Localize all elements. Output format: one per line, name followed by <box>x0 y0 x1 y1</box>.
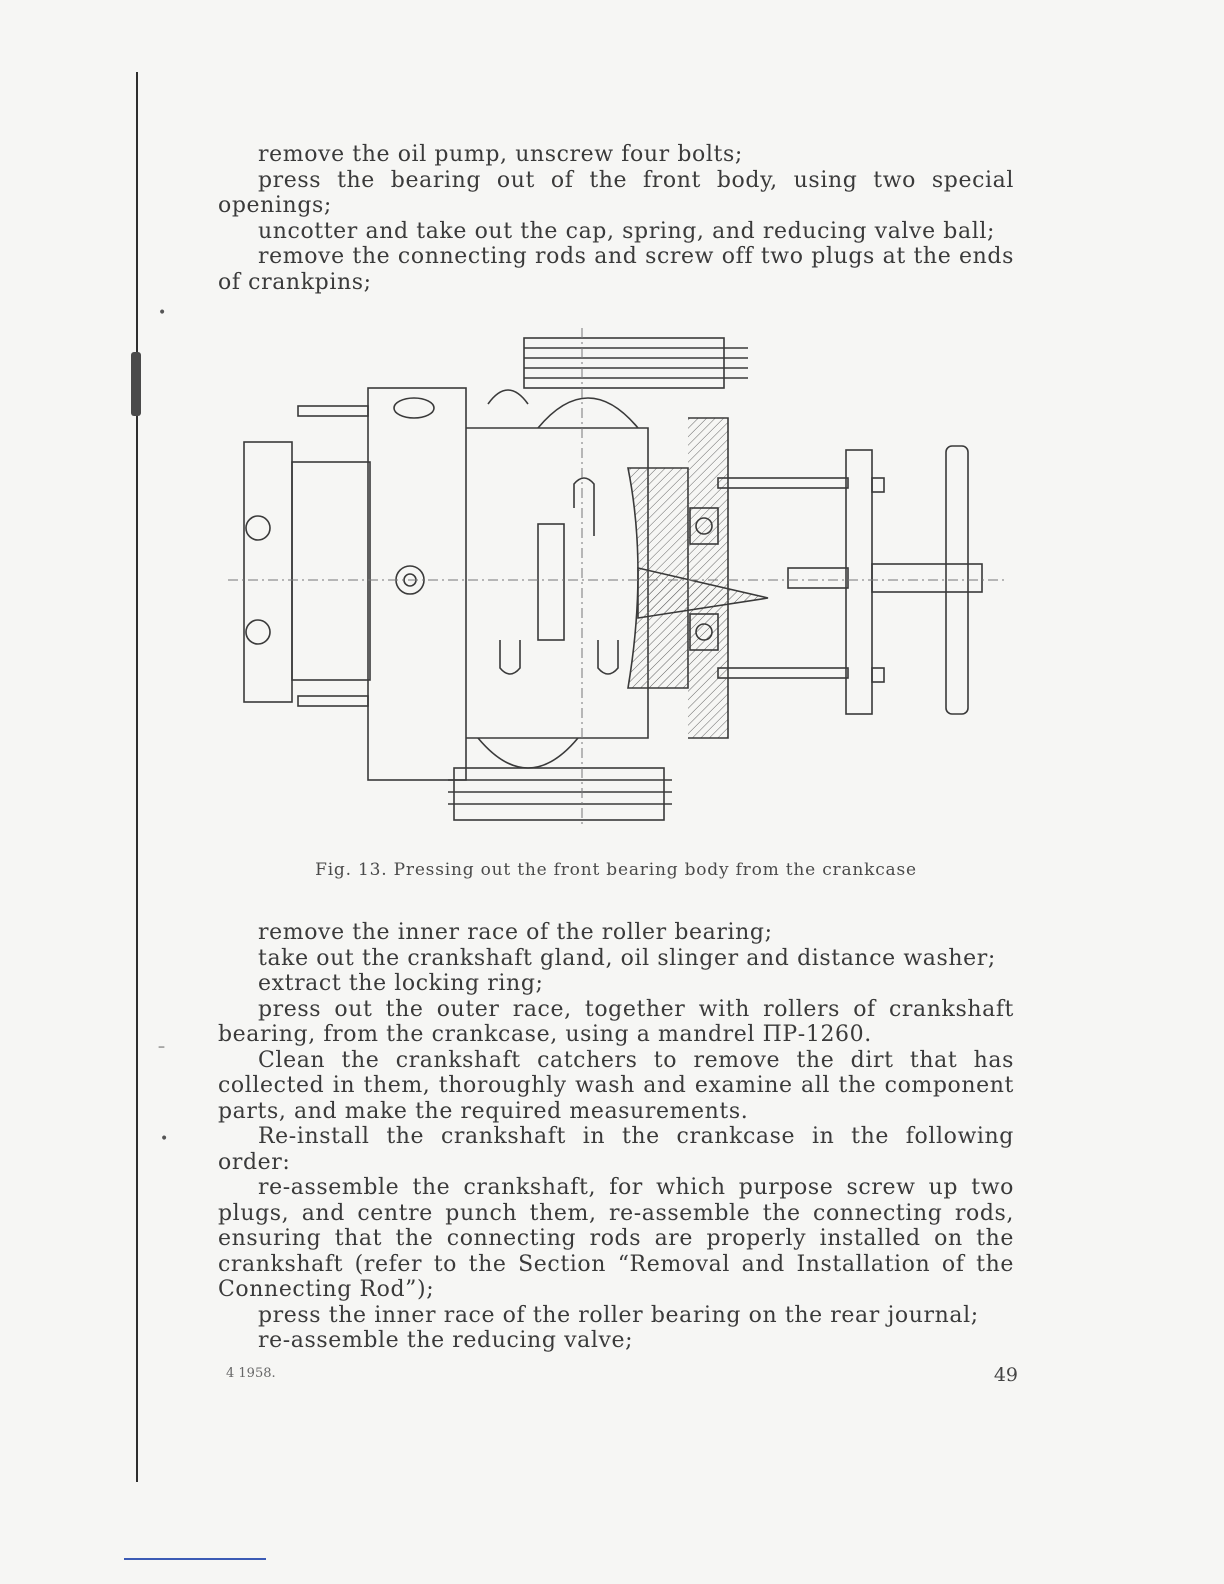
crankcase-body <box>466 428 648 738</box>
oil-cap <box>488 390 528 404</box>
footer-signature: 4 1958. <box>226 1366 276 1381</box>
paragraph: remove the inner race of the roller bearing; <box>258 920 773 945</box>
paragraph: re-assemble the reducing valve; <box>258 1328 634 1353</box>
connecting-rod <box>538 524 564 640</box>
top-text-block <box>218 142 1014 295</box>
rear-flange <box>292 462 370 680</box>
paragraph: remove the oil pump, unscrew four bolts; <box>258 142 743 167</box>
puller-rod <box>718 668 848 678</box>
stud-bolt <box>298 696 368 706</box>
front-bearing-housing <box>688 418 728 738</box>
crankcase-front-plate <box>368 388 466 780</box>
page-number: 49 <box>993 1364 1018 1386</box>
crank-pin <box>500 640 520 674</box>
binding-mark <box>131 352 141 416</box>
scan-speck: • <box>160 1131 169 1147</box>
crank-pin <box>598 640 618 674</box>
paragraph: remove the connecting rods and screw off two plugs at the ends of crankpins; <box>218 244 1014 295</box>
oil-port <box>394 398 434 418</box>
mandrel-tip <box>788 568 848 588</box>
piston-top <box>538 398 638 428</box>
rear-cover <box>244 442 292 702</box>
nut <box>872 478 884 492</box>
puller-plate <box>846 450 872 714</box>
scan-speck: – <box>158 1039 165 1055</box>
paragraph: press the bearing out of the front body, using two special openings; <box>218 167 1014 218</box>
cylinder-top <box>524 338 724 388</box>
stud-bolt <box>298 406 368 416</box>
paragraph: uncotter and take out the cap, spring, and reducing valve ball; <box>258 218 995 244</box>
paragraph: Clean the crankshaft catchers to remove the dirt that has collected in them, thoroughly wash and examine all the component parts, and make the required measurements. <box>218 1047 1014 1124</box>
paragraph: extract the locking ring; <box>258 971 544 996</box>
cylinder-bottom <box>454 768 664 820</box>
puller-screw <box>872 564 982 592</box>
paragraph: press the inner race of the roller bearing on the rear journal; <box>258 1302 979 1328</box>
bolt-head <box>246 516 270 540</box>
scan-speck: • <box>158 305 167 321</box>
paragraph: re-assemble the crankshaft, for which purpose screw up two plugs, and centre punch them, re-assemble the connecting rods, ensuring that the connecting rods are properly installed on the crankshaft (refer to the Section “Removal and Installation of the Connecting Rod”); <box>218 1175 1014 1302</box>
figure-13-drawing <box>228 328 1008 828</box>
paragraph: take out the crankshaft gland, oil slinger and distance washer; <box>258 945 996 971</box>
nut <box>872 668 884 682</box>
figure-caption: Fig. 13. Pressing out the front bearing body from the crankcase <box>315 860 917 880</box>
bolt-head <box>246 620 270 644</box>
puller-rod <box>718 478 848 488</box>
crankcase-press-diagram <box>228 328 1008 828</box>
paragraph: Re-install the crankshaft in the crankcase in the following order: <box>218 1124 1014 1175</box>
bottom-text-block <box>218 920 1014 1354</box>
bottom-rule <box>124 1558 266 1560</box>
piston-bottom <box>478 738 578 768</box>
paragraph: press out the outer race, together with rollers of crankshaft bearing, from the crankcase, using a mandrel ПР-1260. <box>218 996 1014 1047</box>
crank-pin <box>574 478 594 536</box>
binding-line <box>136 72 138 1482</box>
